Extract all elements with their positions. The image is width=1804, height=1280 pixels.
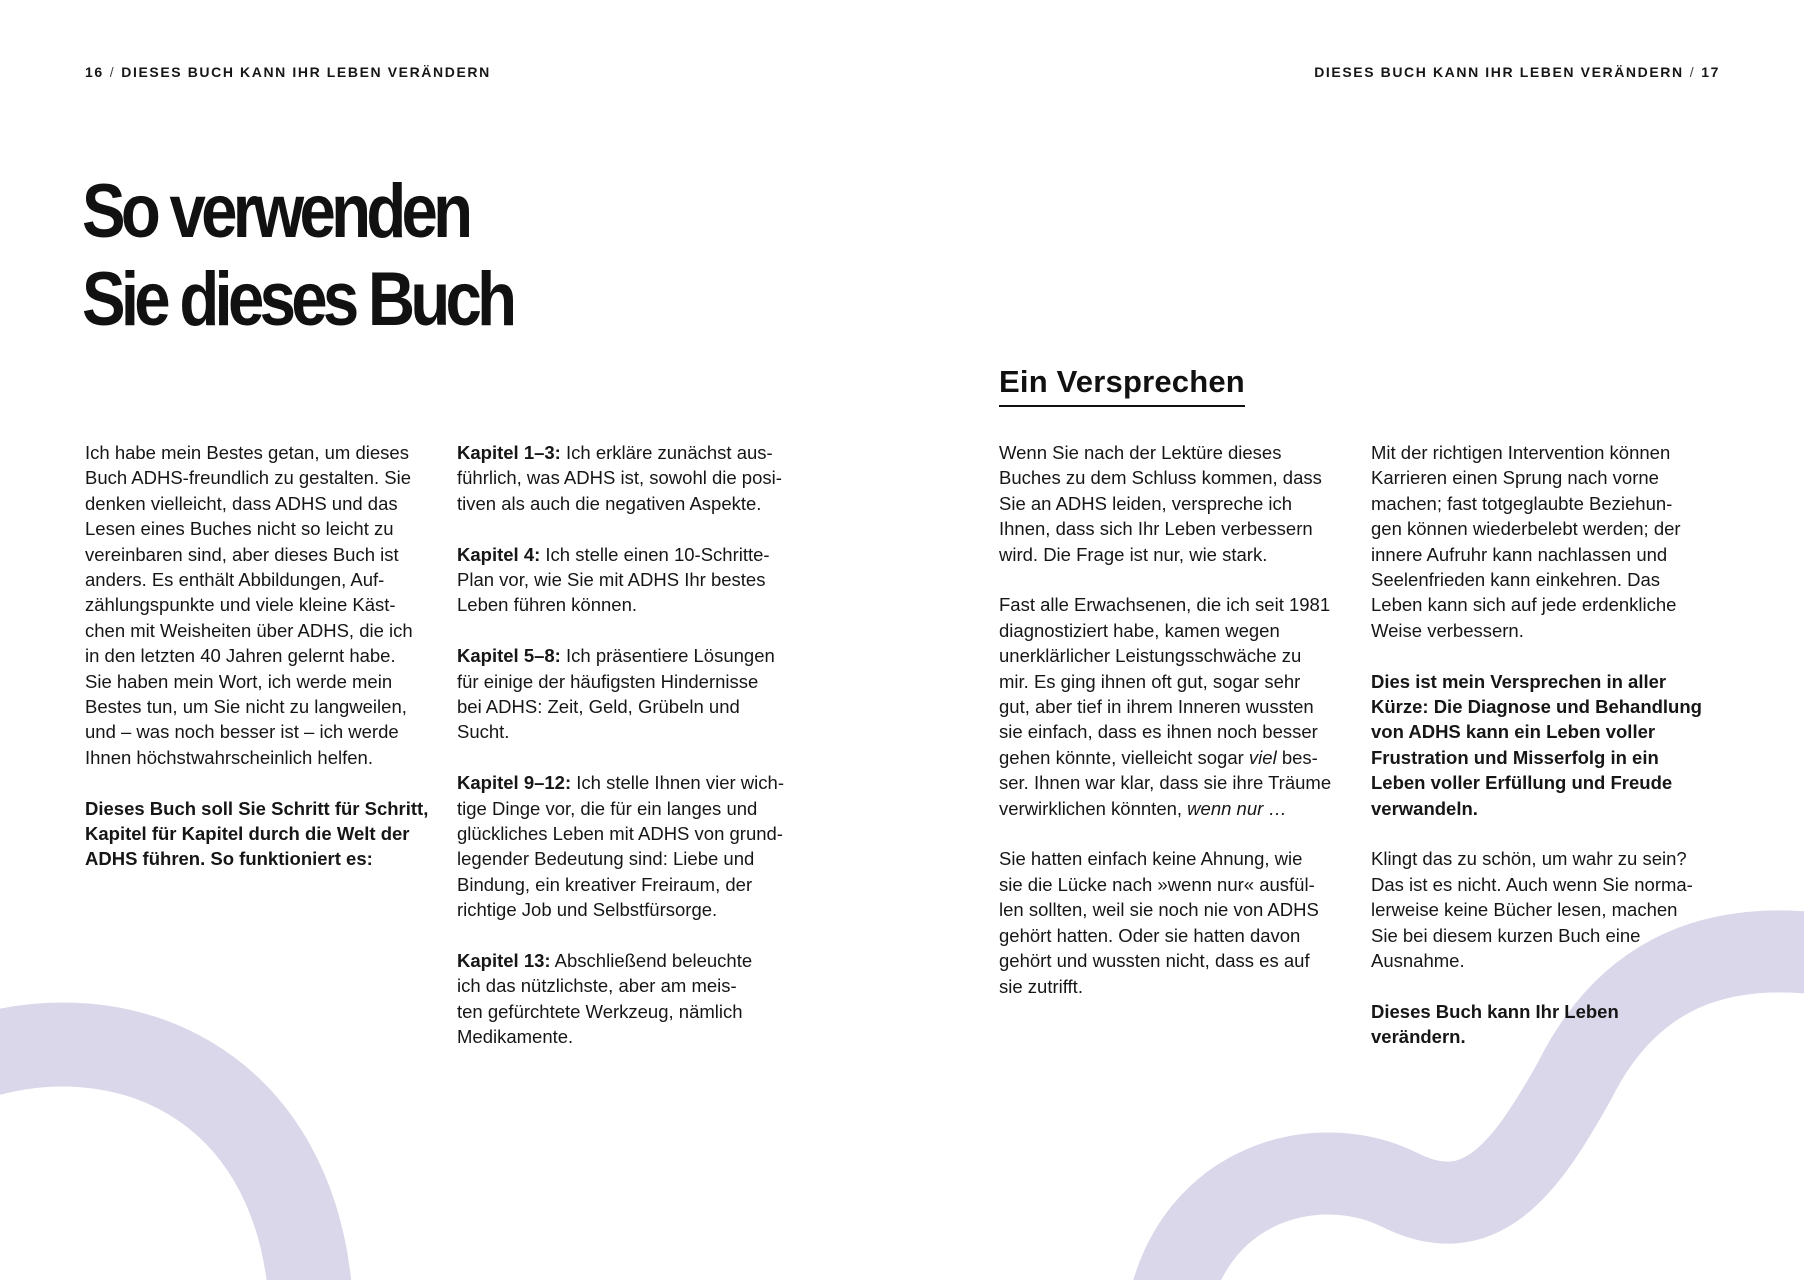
chapter-summary-13 [457,948,817,1050]
header-title-right: DIESES BUCH KANN IHR LEBEN VERÄNDERN [1314,64,1684,80]
text-line: bei ADHS: Zeit, Geld, Grübeln und [457,696,740,718]
text-line: ser. Ihnen war klar, dass sie ihre Träume [999,772,1332,794]
bold-intro-paragraph [85,796,435,872]
text-line: Klingt das zu schön, um wahr zu sein? [1371,848,1687,870]
chapter-summary-4 [457,542,817,618]
text-line: lerweise keine Bücher lesen, machen [1371,899,1678,921]
text-line: Fast alle Erwachsenen, die ich seit 1981 [999,594,1331,616]
text-line: unerklärlicher Leistungsschwäche zu [999,645,1302,667]
text-line: verändern. [1371,1026,1466,1048]
text-line: Frustration und Misserfolg in ein [1371,746,1659,768]
text-line: anders. Es enthält Abbildungen, Auf- [85,569,385,591]
chapter-label: Kapitel 1–3: [457,442,561,463]
promise-paragraph-1 [999,440,1349,567]
text-line: Karrieren einen Sprung nach vorne [1371,467,1659,489]
text-line: Ihnen höchstwahrscheinlich helfen. [85,746,373,768]
header-separator: / [109,64,116,80]
closing-bold-paragraph [1371,999,1731,1050]
text-line: Sie hatten einfach keine Ahnung, wie [999,848,1303,870]
text-line: gehört hatten. Oder sie hatten davon [999,924,1301,946]
text-line: Kapitel 9–12: Ich stelle Ihnen vier wich- [457,772,784,794]
page-number-right: 17 [1701,64,1720,80]
left-arc-shape [0,1045,310,1280]
chapter-label: Kapitel 9–12: [457,772,572,794]
text-line: Dies ist mein Versprechen in aller [1371,670,1667,692]
chapter-summary-9-12 [457,770,817,922]
text-line: Kapitel 1–3: Ich erkläre zunächst aus- [457,442,773,463]
text-line: Sie bei diesem kurzen Buch eine [1371,924,1641,946]
text-line: Kapitel für Kapitel durch die Welt der [85,823,410,845]
text-line: Seelenfrieden kann einkehren. Das [1371,569,1660,591]
text-line: Plan vor, wie Sie mit ADHS Ihr bestes [457,569,766,591]
text-line: Bestes tun, um Sie nicht zu langweilen, [85,696,407,718]
text-line: gehört und wussten nicht, dass es auf [999,950,1310,972]
text-line: Das ist es nicht. Auch wenn Sie norma- [1371,873,1693,895]
chapter-summary-1-3 [457,440,817,516]
text-line: chen mit Weisheiten über ADHS, die ich [85,619,413,641]
text-line: verwandeln. [1371,797,1478,819]
promise-paragraph-2 [999,592,1349,821]
promise-paragraph-4 [1371,440,1731,643]
text-line: sie einfach, dass es ihnen noch besser [999,721,1318,743]
text-line: Wenn Sie nach der Lektüre dieses [999,442,1282,463]
text-line: innere Aufruhr kann nachlassen und [1371,543,1668,565]
emphasis: viel [1248,746,1277,768]
text-line: und – was noch besser ist – ich werde [85,721,399,743]
text-line: denken vielleicht, dass ADHS und das [85,492,398,514]
text-line: Kapitel 5–8: Ich präsentiere Lösungen [457,645,775,667]
section-heading: Ein Versprechen [999,364,1245,407]
text-line: Dieses Buch soll Sie Schritt für Schritt, [85,797,429,819]
text-line: Lesen eines Buches nicht so leicht zu [85,518,394,540]
text-line: Mit der richtigen Intervention können [1371,442,1671,463]
text-line: zählungspunkte und viele kleine Käst- [85,594,396,616]
promise-paragraph-5 [1371,846,1731,973]
text-column-4 [1371,440,1731,1075]
text-line: verwirklichen könnten, wenn nur … [999,797,1287,819]
text-line: Medikamente. [457,1026,574,1048]
text-line: richtige Job und Selbstfürsorge. [457,899,718,921]
header-separator: / [1689,64,1696,80]
text-line: mir. Es ging ihnen oft gut, sogar sehr [999,670,1301,692]
text-line: Leben voller Erfüllung und Freude [1371,772,1673,794]
text-line: ich das nützlichste, aber am meis- [457,975,737,997]
chapter-label: Kapitel 4: [457,543,541,565]
text-line: gehen könnte, vielleicht sogar viel bes- [999,746,1318,768]
text-line: in den letzten 40 Jahren gelernt habe. [85,645,396,667]
text-line: sie zutrifft. [999,975,1083,997]
text-line: Buch ADHS-freundlich zu gestalten. Sie [85,467,411,489]
text-line: machen; fast totgeglaubte Beziehun- [1371,492,1673,514]
text-line: Leben kann sich auf jede erdenkliche [1371,594,1677,616]
text-line: Sie haben mein Wort, ich werde mein [85,670,393,692]
chapter-title-line-2: Sie dieses Buch [82,257,513,342]
header-title-left: DIESES BUCH KANN IHR LEBEN VERÄNDERN [121,64,491,80]
text-line: Ausnahme. [1371,950,1465,972]
text-line: Kürze: Die Diagnose und Behandlung [1371,696,1702,718]
promise-paragraph-3 [999,846,1349,998]
text-line: tige Dinge vor, die für ein langes und [457,797,758,819]
text-line: Ich habe mein Bestes getan, um dieses [85,442,409,463]
text-line: vereinbaren sind, aber dieses Buch ist [85,543,399,565]
text-line: legender Bedeutung sind: Liebe und [457,848,755,870]
text-line: Buches zu dem Schluss kommen, dass [999,467,1322,489]
text-line: Dieses Buch kann Ihr Leben [1371,1000,1619,1022]
text-line: ADHS führen. So funktioniert es: [85,848,373,870]
text-line: sie die Lücke nach »wenn nur« ausfül- [999,873,1315,895]
running-header-right [1314,64,1720,80]
text-line: diagnostiziert habe, kamen wegen [999,619,1280,641]
intro-paragraph [85,440,435,770]
chapter-label: Kapitel 5–8: [457,645,561,667]
text-line: Ihnen, dass sich Ihr Leben verbessern [999,518,1313,540]
chapter-label: Kapitel 13: [457,950,551,972]
text-line: Bindung, ein kreativer Freiraum, der [457,873,753,895]
text-column-3 [999,440,1349,1024]
promise-bold-paragraph [1371,669,1731,821]
text-line: tiven als auch die negativen Aspekte. [457,492,762,514]
chapter-title-line-1: So verwenden [82,169,469,254]
text-line: gen können wiederbelebt werden; der [1371,518,1681,540]
emphasis: wenn nur … [1187,797,1287,819]
text-line: von ADHS kann ein Leben voller [1371,721,1656,743]
text-line: Sucht. [457,721,510,743]
page-number-left: 16 [85,64,104,80]
text-line: len sollten, weil sie noch nie von ADHS [999,899,1319,921]
text-line: Sie an ADHS leiden, verspreche ich [999,492,1293,514]
text-line: Kapitel 4: Ich stelle einen 10-Schritte- [457,543,770,565]
text-line: Leben führen können. [457,594,638,616]
running-header-left [85,64,491,80]
text-line: Kapitel 13: Abschließend beleuchte [457,950,753,972]
text-column-1 [85,440,435,897]
text-line: gut, aber tief in ihrem Inneren wussten [999,696,1314,718]
text-line: wird. Die Frage ist nur, wie stark. [999,543,1268,565]
chapter-title [82,168,512,344]
text-line: für einige der häufigsten Hindernisse [457,670,759,692]
chapter-summary-5-8 [457,643,817,745]
text-line: Weise verbessern. [1371,619,1524,641]
text-line: ten gefürchtete Werkzeug, nämlich [457,1000,743,1022]
text-line: glückliches Leben mit ADHS von grund- [457,823,783,845]
text-line: führlich, was ADHS ist, sowohl die posi- [457,467,782,489]
text-column-2 [457,440,817,1075]
